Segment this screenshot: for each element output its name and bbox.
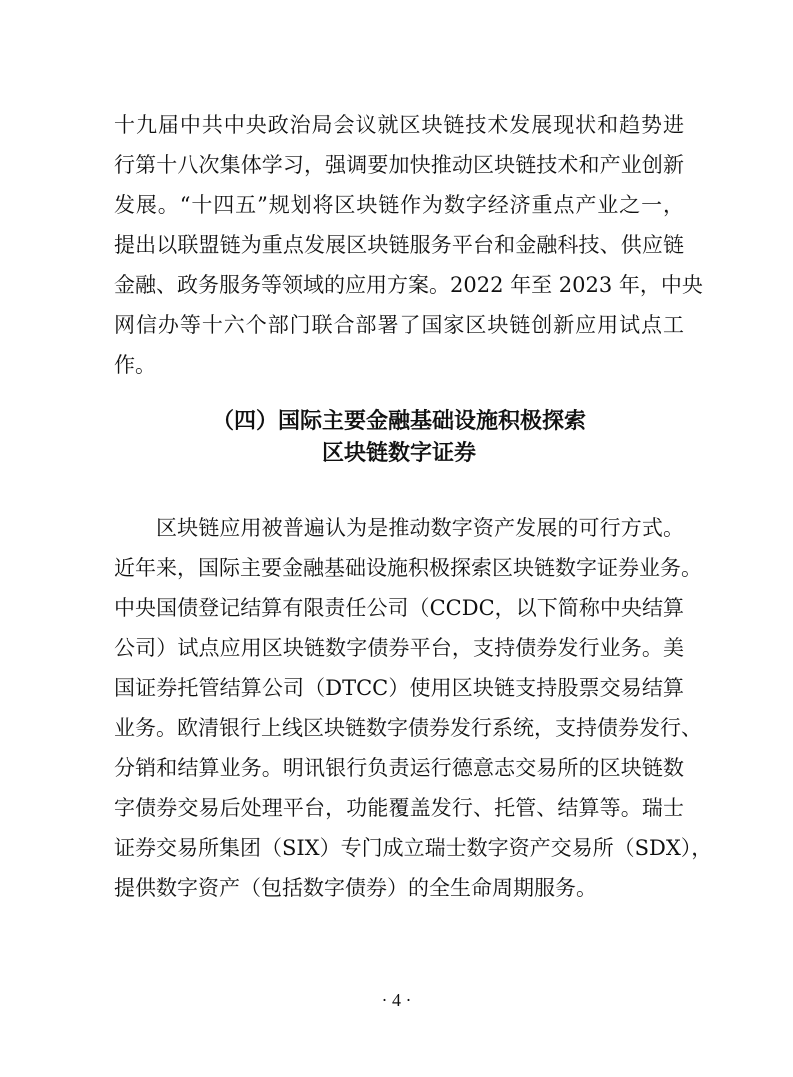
paragraph-line: 提供数字资产（包括数字债券）的全生命周期服务。	[114, 876, 597, 900]
paragraph-line: 公司）试点应用区块链数字债券平台，支持债券发行业务。美	[114, 636, 684, 660]
paragraph-line: 十九届中共中央政治局会议就区块链技术发展现状和趋势进	[114, 113, 684, 137]
section-heading-line-1: （四）国际主要金融基础设施积极探索	[211, 409, 586, 434]
paragraph-line: 字债券交易后处理平台，功能覆盖发行、托管、结算等。瑞士	[114, 796, 684, 820]
paragraph-line: 金融、政务服务等领域的应用方案。2022 年至 2023 年，中央	[114, 273, 703, 297]
paragraph-line: 提出以联盟链为重点发展区块链服务平台和金融科技、供应链	[114, 233, 684, 257]
paragraph-2	[114, 508, 713, 908]
paragraph-line: 行第十八次集体学习，强调要加快推动区块链技术和产业创新	[114, 153, 684, 177]
paragraph-line: 近年来，国际主要金融基础设施积极探索区块链数字证券业务。	[114, 556, 702, 580]
paragraph-line: 作。	[114, 353, 156, 377]
paragraph-line: 中央国债登记结算有限责任公司（CCDC，以下简称中央结算	[114, 596, 684, 620]
paragraph-line: 业务。欧清银行上线区块链数字债券发行系统，支持债券发行、	[114, 716, 702, 740]
paragraph-line: 区块链应用被普遍认为是推动数字资产发展的可行方式。	[156, 516, 684, 540]
paragraph-line: 分销和结算业务。明讯银行负责运行德意志交易所的区块链数	[114, 756, 684, 780]
paragraph-line: 网信办等十六个部门联合部署了国家区块链创新应用试点工	[114, 313, 684, 337]
paragraph-line: 国证券托管结算公司（DTCC）使用区块链支持股票交易结算	[114, 676, 684, 700]
section-heading	[114, 406, 684, 470]
section-heading-line-2: 区块链数字证券	[321, 441, 476, 466]
paragraph-line: 发展。“十四五”规划将区块链作为数字经济重点产业之一，	[114, 193, 684, 217]
page-number: · 4 ·	[381, 990, 412, 1010]
paragraph-1	[114, 105, 703, 385]
paragraph-line: 证券交易所集团（SIX）专门成立瑞士数字资产交易所（SDX），	[114, 836, 713, 860]
